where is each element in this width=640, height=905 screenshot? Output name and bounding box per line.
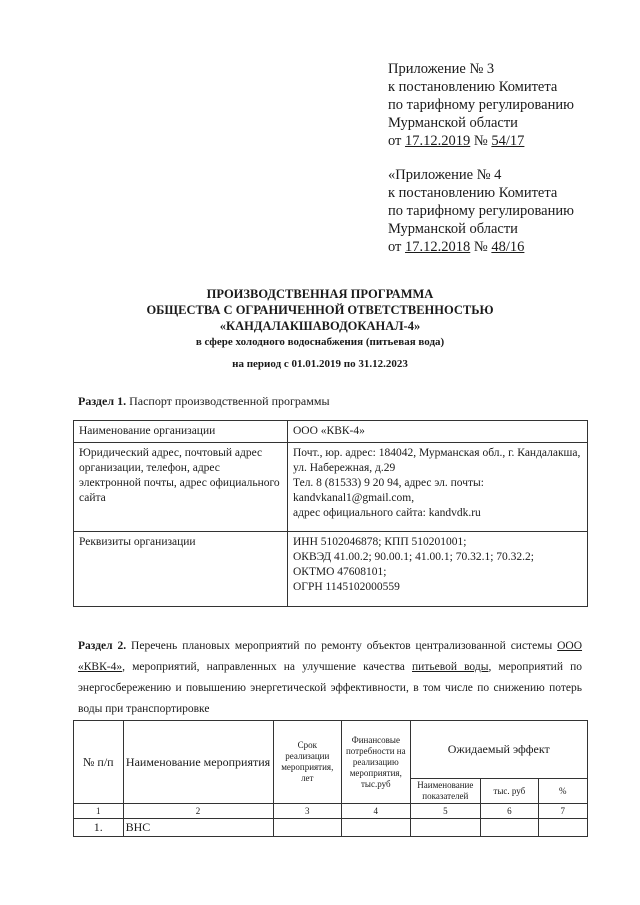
header-name: Наименование мероприятия — [123, 721, 273, 804]
passport-value-line: Почт., юр. адрес: 184042, Мурманская обл., г. Кандалакша, ул. Набережная, д.29 — [293, 447, 581, 474]
appendix-4-block — [388, 166, 574, 256]
colnum-cell: 5 — [410, 804, 481, 819]
appendix-4-line3: по тарифному регулированию — [388, 203, 574, 219]
header-term: Срок реализации мероприятия, лет — [273, 721, 342, 804]
header-indicator: Наименование показателей — [410, 779, 481, 804]
appendix-3-from: от — [388, 133, 402, 149]
header-expected-effect: Ожидаемый эффект — [410, 721, 587, 779]
program-period: на период с 01.01.2019 по 31.12.2023 — [232, 358, 408, 370]
table-row — [74, 819, 588, 837]
row-cell — [481, 819, 538, 837]
section-2-paragraph — [78, 636, 582, 720]
row-cell — [410, 819, 481, 837]
appendix-3-block — [388, 60, 574, 150]
passport-table — [73, 420, 588, 607]
program-title-line2: ОБЩЕСТВА С ОГРАНИЧЕННОЙ ОТВЕТСТВЕННОСТЬЮ — [146, 303, 494, 317]
program-title-line4: в сфере холодного водоснабжения (питьевая вода) — [195, 336, 445, 348]
passport-key: Реквизиты организации — [74, 532, 288, 607]
passport-key: Наименование организации — [74, 421, 288, 443]
appendix-3-line2: к постановлению Комитета — [388, 79, 558, 95]
passport-value — [288, 443, 588, 532]
appendix-4-line1: «Приложение № 4 — [388, 167, 502, 183]
passport-value — [288, 532, 588, 607]
header-rub: тыс. руб — [481, 779, 538, 804]
colnum-cell: 3 — [273, 804, 342, 819]
table-row — [74, 421, 588, 443]
passport-value-line: ОКВЭД 41.00.2; 90.00.1; 41.00.1; 70.32.1; 70.32.2; — [293, 551, 534, 563]
row-num: 1. — [74, 819, 124, 837]
passport-value-line: ОГРН 1145102000559 — [293, 581, 400, 593]
appendix-4-line2: к постановлению Комитета — [388, 185, 558, 201]
program-title-line3: «КАНДАЛАКШАВОДОКАНАЛ-4» — [219, 319, 421, 333]
passport-value-line: Тел. 8 (81533) 9 20 94, адрес эл. почты: kandvkanal1@gmail.com, — [293, 477, 484, 504]
header-num: № п/п — [74, 721, 124, 804]
section-2-text-c: , мероприятий по энергосбережению и повышению энергетической эффективности, в том числе по снижению потерь воды при транспортировке — [78, 661, 583, 715]
section-2-org-link: ООО «КВК-4» — [78, 640, 583, 673]
table-row — [74, 443, 588, 532]
colnum-cell: 1 — [74, 804, 124, 819]
section-2-label: Раздел 2. — [78, 640, 127, 652]
row-name: ВНС — [123, 819, 273, 837]
passport-value-line: ИНН 5102046878; КПП 510201001; — [293, 536, 467, 548]
colnum-cell: 6 — [481, 804, 538, 819]
colnum-cell: 7 — [538, 804, 587, 819]
header-financing: Финансовые потребности на реализацию мероприятия, тыс.руб — [342, 721, 411, 804]
row-cell — [538, 819, 587, 837]
appendix-3-date-line — [388, 132, 574, 150]
appendix-4-line4: Мурманской области — [388, 221, 518, 237]
table-header-row — [74, 721, 588, 779]
appendix-4-date: 17.12.2018 — [405, 239, 471, 255]
appendix-4-date-line — [388, 238, 574, 256]
passport-value-line: ОКТМО 47608101; — [293, 566, 387, 578]
table-row — [74, 804, 588, 819]
section-1-text: Паспорт производственной программы — [129, 394, 330, 408]
section-1-label: Раздел 1. — [78, 394, 127, 408]
row-cell — [342, 819, 411, 837]
appendix-3-line1: Приложение № 3 — [388, 61, 495, 77]
appendix-3-line3: по тарифному регулированию — [388, 97, 574, 113]
table-row — [74, 532, 588, 607]
appendix-4-number: 48/16 — [491, 239, 525, 255]
appendix-4-no: № — [473, 239, 488, 255]
passport-value-line: адрес официального сайта: kandvdk.ru — [293, 507, 481, 519]
appendix-3-line4: Мурманской области — [388, 115, 518, 131]
colnum-cell: 2 — [123, 804, 273, 819]
passport-value-line: ООО «КВК-4» — [293, 425, 365, 437]
appendix-3-no: № — [473, 133, 488, 149]
appendix-4-from: от — [388, 239, 402, 255]
appendix-3-number: 54/17 — [491, 133, 525, 149]
passport-key: Юридический адрес, почтовый адрес организации, телефон, адрес электронной почты, адрес официального сайта — [74, 443, 288, 532]
appendix-3-date: 17.12.2019 — [405, 133, 471, 149]
section-2-water-link: питьевой воды — [412, 661, 489, 673]
events-table — [73, 720, 588, 837]
colnum-cell: 4 — [342, 804, 411, 819]
section-2-text-a: Перечень плановых мероприятий по ремонту объектов централизованной системы — [131, 640, 553, 652]
program-title-line1: ПРОИЗВОДСТВЕННАЯ ПРОГРАММА — [206, 287, 434, 301]
header-percent: % — [538, 779, 587, 804]
section-2-text-b: , мероприятий, направленных на улучшение качества — [122, 661, 405, 673]
row-cell — [273, 819, 342, 837]
passport-value — [288, 421, 588, 443]
section-1-heading — [78, 394, 330, 409]
